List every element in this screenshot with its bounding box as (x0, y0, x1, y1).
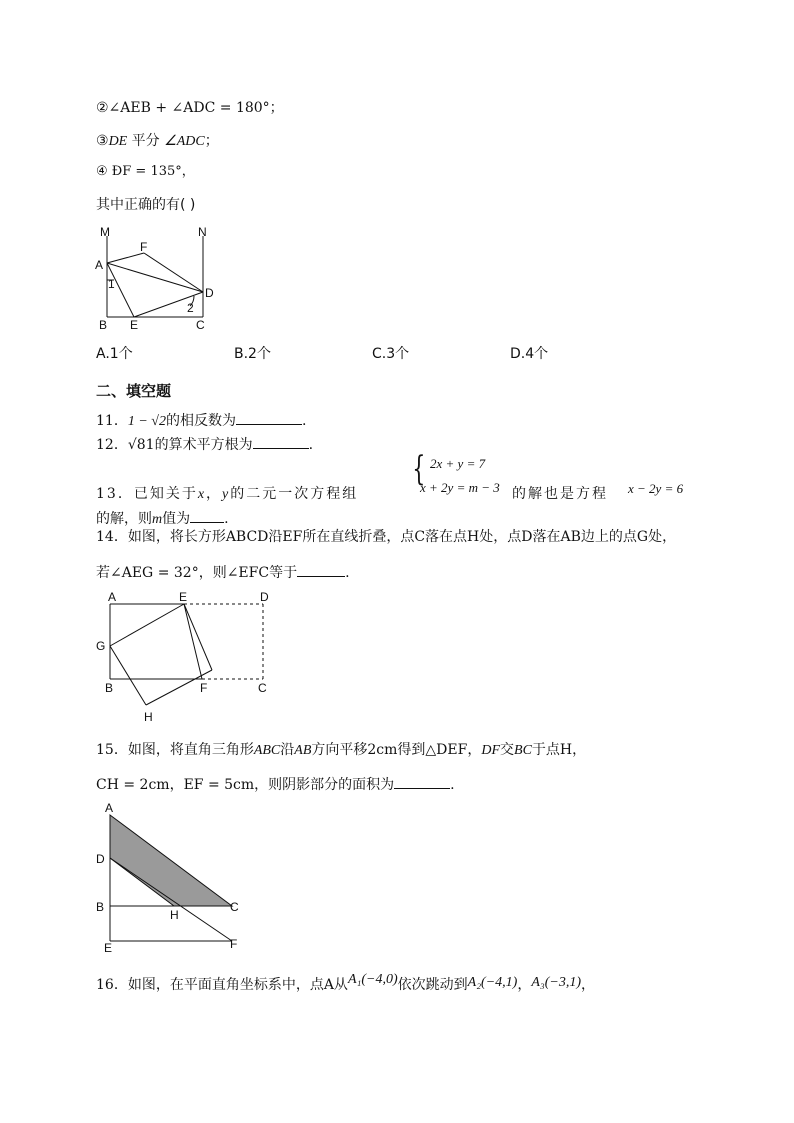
statement-3-number: ③ (96, 133, 109, 149)
q15-text-c: 方向平移2cm得到△DEF， (311, 742, 482, 758)
q11-answer-blank (236, 410, 302, 425)
q13-line2-a: 的解，则 (96, 511, 152, 527)
question-13-line2 (96, 508, 229, 529)
q16-end: ， (581, 977, 596, 993)
q12-end: . (308, 437, 314, 453)
fig10-label-n: N (198, 225, 207, 239)
q13-eq2: x + 2y = m − 3 (420, 480, 500, 495)
fig15-label-f: F (230, 937, 238, 951)
q15-ab: AB (294, 743, 312, 758)
fig15-label-d: D (96, 852, 105, 866)
fig14-label-g: G (96, 639, 106, 653)
q13-text-a: 已知关于 (133, 486, 198, 502)
figure-q14 (92, 588, 282, 726)
q13-brace: { (412, 449, 426, 489)
q11-end: . (301, 413, 307, 429)
fig15-label-h: H (170, 908, 179, 922)
q13-number: 13． (96, 486, 134, 502)
q15-abc: ABC (253, 743, 281, 758)
q12-number: 12． (96, 437, 128, 453)
q15-bc: BC (514, 743, 532, 758)
figure-q15 (92, 800, 252, 955)
q16-sep: ， (517, 977, 532, 993)
question-16 (96, 972, 596, 995)
choice-b: B.2个 (234, 346, 271, 362)
fig10-label-b: B (99, 318, 108, 332)
statement-3-end: ； (204, 133, 219, 149)
choice-d: D.4个 (510, 346, 549, 362)
q15-text-b: 沿 (280, 742, 295, 758)
fig10-label-f: F (140, 240, 148, 254)
q13-text-c: 的解也是方程 (512, 486, 608, 502)
fig14-label-b: B (105, 681, 114, 695)
choice-c: C.3个 (372, 346, 410, 362)
q12-expr: √81 (127, 437, 155, 453)
fig10-label-2: 2 (187, 301, 194, 315)
statement-4: ④ ÐF = 135°， (96, 164, 195, 179)
fig14-label-c: C (258, 681, 267, 695)
fig14-label-e: E (179, 590, 188, 604)
q13-x: x (197, 487, 207, 502)
q13-eq3: x − 2y = 6 (628, 481, 684, 496)
statement-3-de: DE (108, 134, 128, 149)
fig14-label-f: F (200, 681, 208, 695)
statement-3-angle: ∠ADC (164, 134, 205, 149)
fig10-label-m: M (100, 225, 110, 239)
fig10-label-e: E (130, 318, 139, 332)
q12-text: 的算术平方根为 (154, 437, 253, 453)
q15-answer-blank (394, 774, 450, 789)
q16-a1: A₁(−4,0) (347, 972, 398, 987)
q11-expr: 1 − √2 (127, 414, 166, 429)
question-15-line2 (96, 774, 455, 794)
q16-text-b: 依次跳动到 (397, 977, 468, 993)
q14-answer-blank (297, 562, 345, 577)
q15-df: DF (481, 743, 501, 758)
fig14-label-a: A (108, 590, 117, 604)
q11-number: 11． (96, 413, 128, 429)
question-prompt: 其中正确的有( ) (96, 197, 196, 213)
fig10-label-c: C (196, 318, 205, 332)
choice-a: A.1个 (96, 346, 133, 362)
fig15-label-a: A (105, 801, 114, 815)
question-11 (96, 410, 306, 431)
question-14-line1: 14．如图，将长方形ABCD沿EF所在直线折叠，点C落在点H处，点D落在AB边上的点G处， (96, 529, 677, 545)
q13-y: y (222, 487, 231, 502)
q15-text-e: 于点H， (531, 742, 587, 758)
q15-line2-text: CH = 2cm，EF = 5cm，则阴影部分的面积为 (96, 777, 395, 793)
fig14-label-d: D (260, 590, 269, 604)
fig10-label-d: D (205, 286, 214, 300)
question-13-line1 (96, 486, 358, 504)
q16-text-a: 16．如图，在平面直角坐标系中，点A从 (96, 977, 348, 993)
statement-3 (96, 133, 219, 151)
figure-q10 (90, 222, 230, 337)
fig15-label-c: C (230, 900, 239, 914)
section-title: 二、填空题 (96, 382, 172, 400)
q13-comma: ， (206, 486, 223, 502)
fig10-label-a: A (95, 258, 104, 272)
q14-end: . (345, 565, 350, 581)
question-12 (96, 434, 313, 454)
q13-line2-b: 值为 (162, 511, 191, 527)
q13-answer-blank (190, 508, 224, 523)
q16-a2: A₂(−4,1) (467, 975, 518, 990)
q13-eq1: 2x + y = 7 (430, 456, 486, 471)
q15-text-a: 15．如图，将直角三角形 (96, 742, 254, 758)
fig10-label-1: 1 (108, 277, 115, 291)
q13-end: . (224, 511, 229, 527)
q15-end: . (450, 777, 455, 793)
fig14-label-h: H (144, 710, 153, 724)
q13-text-b: 的二元一次方程组 (230, 486, 359, 502)
q11-text: 的相反数为 (165, 413, 236, 429)
q15-text-d: 交 (500, 742, 515, 758)
question-14-line2 (96, 562, 350, 582)
q12-answer-blank (253, 434, 309, 449)
statement-2: ②∠AEB + ∠ADC = 180°； (96, 100, 284, 116)
question-15-line1 (96, 742, 586, 760)
fig15-label-b: B (96, 900, 105, 914)
q14-line2-text: 若∠AEG = 32°，则∠EFC等于 (96, 565, 298, 581)
q16-a3: A₃(−3,1) (531, 975, 582, 990)
statement-3-mid: 平分 (127, 133, 165, 149)
fig15-label-e: E (104, 941, 113, 955)
q13-m: m (152, 512, 163, 527)
